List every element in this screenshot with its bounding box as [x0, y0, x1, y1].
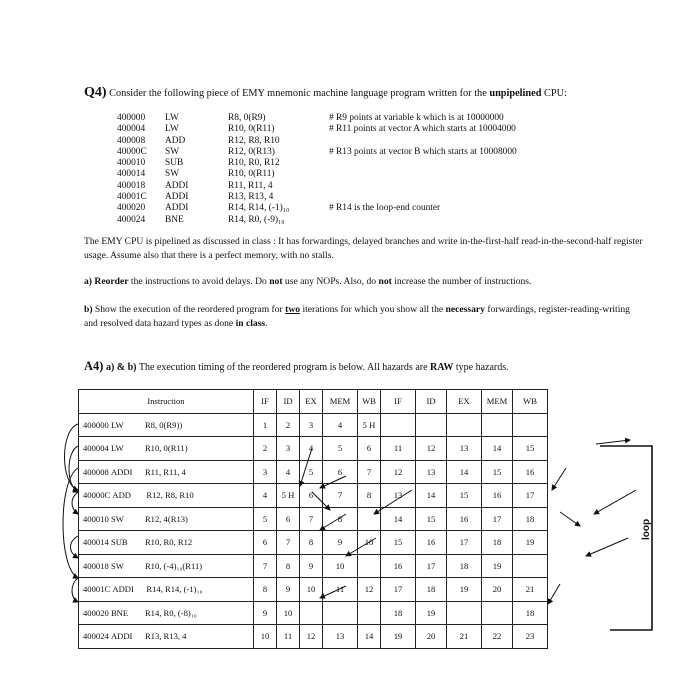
- part-a-t1: the instructions to avoid delays. Do: [128, 276, 270, 287]
- timing-cell: 14: [447, 460, 482, 484]
- timing-cell: 17: [447, 531, 482, 555]
- instruction-op: SUB: [110, 537, 128, 548]
- timing-cell: 10: [300, 578, 323, 602]
- timing-cell: 13: [447, 437, 482, 461]
- program-args: R13, R13, 4: [228, 192, 274, 203]
- instruction-addr: 400000: [83, 419, 109, 430]
- program-args: R11, R11, 4: [228, 180, 273, 191]
- instruction-addr: 400008: [83, 466, 109, 477]
- instruction-op: ADDI: [110, 466, 133, 477]
- table-row: [79, 625, 548, 649]
- timing-cell: 22: [482, 625, 513, 649]
- timing-cell: 14: [416, 484, 447, 508]
- instruction-cell: [79, 460, 254, 484]
- timing-cell: 18: [416, 578, 447, 602]
- table-row: [79, 578, 548, 602]
- instruction-args: R10, 0(R11): [144, 443, 188, 454]
- timing-cell: 23: [513, 625, 548, 649]
- program-op: SUB: [165, 158, 184, 169]
- table-header-cell: WB: [513, 390, 548, 414]
- dependency-arc: [71, 536, 79, 558]
- program-addr: 40001C: [117, 192, 147, 203]
- question-intro-post: CPU:: [541, 88, 567, 99]
- timing-cell: 4: [323, 413, 358, 437]
- instruction-addr: 40000C: [83, 490, 111, 501]
- timing-cell: 3: [277, 437, 300, 461]
- program-addr: 400020: [117, 203, 146, 214]
- table-row: [79, 531, 548, 555]
- program-op: LW: [165, 124, 179, 135]
- answer-text: The execution timing of the reordered program is below. All hazards are: [136, 362, 431, 373]
- timing-cell: [416, 413, 447, 437]
- timing-cell: 6: [358, 437, 381, 461]
- question-text: [84, 86, 644, 101]
- instruction-cell: [79, 437, 254, 461]
- timing-cell: 1: [254, 413, 277, 437]
- timing-table: [78, 389, 548, 649]
- timing-cell: 20: [416, 625, 447, 649]
- timing-cell: 15: [381, 531, 416, 555]
- table-header-cell: EX: [300, 390, 323, 414]
- timing-cell: 10: [277, 601, 300, 625]
- instruction-op: LW: [110, 419, 124, 430]
- program-args: R12, 0(R13): [228, 146, 275, 157]
- table-header-cell: WB: [358, 390, 381, 414]
- timing-cell: 16: [482, 484, 513, 508]
- timing-cell: 15: [447, 484, 482, 508]
- table-row: [79, 507, 548, 531]
- instruction-op: SW: [110, 513, 124, 524]
- timing-cell: 5 H: [358, 413, 381, 437]
- program-args: R10, 0(R11): [228, 169, 275, 180]
- program-addr: 400018: [117, 180, 146, 191]
- timing-cell: 8: [300, 531, 323, 555]
- timing-cell: 13: [323, 625, 358, 649]
- timing-cell: 10: [254, 625, 277, 649]
- timing-cell: 12: [381, 460, 416, 484]
- timing-cell: 7: [254, 554, 277, 578]
- timing-cell: 5: [323, 437, 358, 461]
- timing-cell: 18: [513, 507, 548, 531]
- instruction-addr: 400020: [83, 607, 109, 618]
- timing-cell: 9: [254, 601, 277, 625]
- program-op: BNE: [165, 214, 184, 225]
- timing-cell: 16: [447, 507, 482, 531]
- program-args: R12, R8, R10: [228, 135, 280, 146]
- dependency-arc: [69, 446, 78, 492]
- part-b-t3: forwardings, register-reading-writing and resolved data hazard types as done: [84, 304, 630, 329]
- instruction-addr: 40001C: [83, 584, 111, 595]
- timing-cell: 12: [300, 625, 323, 649]
- instruction-cell: [79, 578, 254, 602]
- instruction-cell: [79, 601, 254, 625]
- part-a-t2: use any NOPs. Also, do: [282, 276, 379, 287]
- table-header-cell: IF: [254, 390, 277, 414]
- instruction-op: ADDI: [110, 631, 133, 642]
- forward-arrow: [594, 490, 636, 514]
- instruction-addr: 400018: [83, 560, 109, 571]
- forward-arrow: [586, 538, 628, 556]
- table-row: [79, 437, 548, 461]
- timing-cell: 16: [513, 460, 548, 484]
- timing-cell: 19: [416, 601, 447, 625]
- instruction-op: SW: [110, 560, 124, 571]
- instruction-cell: [79, 531, 254, 555]
- instruction-args: R12, R8, R10: [146, 490, 194, 501]
- table-header-row: [79, 390, 548, 414]
- timing-cell: 10: [358, 531, 381, 555]
- timing-cell: 18: [513, 601, 548, 625]
- timing-cell: [513, 413, 548, 437]
- timing-cell: 8: [277, 554, 300, 578]
- timing-cell: 19: [482, 554, 513, 578]
- program-addr: 400024: [117, 214, 146, 225]
- timing-cell: 14: [482, 437, 513, 461]
- answer-header: [84, 360, 644, 375]
- forward-arrow: [560, 512, 580, 526]
- timing-cell: 19: [447, 578, 482, 602]
- program-addr: 400000: [117, 113, 146, 123]
- timing-cell: 17: [513, 484, 548, 508]
- part-a-b2: not: [269, 276, 283, 287]
- timing-cell: 6: [300, 484, 323, 508]
- instruction-cell: [79, 413, 254, 437]
- instruction-args: R10, R0, R12: [144, 537, 193, 548]
- timing-cell: 15: [482, 460, 513, 484]
- forward-arrow: [596, 440, 630, 444]
- dependency-arc: [65, 424, 79, 490]
- timing-cell: 7: [358, 460, 381, 484]
- program-addr: 400010: [117, 158, 146, 169]
- answer-bold: RAW: [430, 362, 454, 373]
- table-header-cell: ID: [277, 390, 300, 414]
- timing-cell: 18: [381, 601, 416, 625]
- loop-label: loop: [641, 518, 653, 541]
- timing-cell: 5 H: [277, 484, 300, 508]
- instruction-addr: 400024: [83, 631, 109, 642]
- timing-cell: 6: [254, 531, 277, 555]
- timing-cell: [482, 601, 513, 625]
- table-header-cell: MEM: [482, 390, 513, 414]
- timing-cell: 19: [381, 625, 416, 649]
- instruction-args: R12, 4(R13): [144, 513, 188, 524]
- timing-cell: 4: [254, 484, 277, 508]
- dependency-arc: [63, 468, 78, 578]
- table-row: [79, 601, 548, 625]
- timing-cell: [358, 507, 381, 531]
- table-row: [79, 413, 548, 437]
- timing-cell: 3: [254, 460, 277, 484]
- table-header-cell: Instruction: [79, 390, 254, 414]
- instruction-cell: [79, 484, 254, 508]
- timing-cell: 18: [482, 531, 513, 555]
- table-row: [79, 554, 548, 578]
- program-args: R10, 0(R11): [228, 124, 275, 135]
- timing-cell: 3: [300, 413, 323, 437]
- timing-cell: [447, 413, 482, 437]
- timing-cell: 12: [358, 578, 381, 602]
- part-b-t1: Show the execution of the reordered program for: [92, 304, 286, 315]
- program-op: ADD: [165, 135, 186, 146]
- program-addr: 400004: [117, 124, 146, 135]
- table-header-cell: MEM: [323, 390, 358, 414]
- instruction-args: R10, (-4)₁₀(R11): [144, 560, 203, 571]
- instruction-cell: [79, 507, 254, 531]
- timing-cell: 11: [277, 625, 300, 649]
- timing-cell: 13: [381, 484, 416, 508]
- timing-cell: 6: [277, 507, 300, 531]
- timing-cell: 17: [482, 507, 513, 531]
- program-op: ADDI: [165, 192, 189, 203]
- timing-cell: 9: [300, 554, 323, 578]
- program-comment: # R13 points at vector B which starts at 10008000: [329, 146, 517, 157]
- program-args: R10, R0, R12: [228, 158, 280, 169]
- table-body: [79, 413, 548, 648]
- timing-cell: 9: [277, 578, 300, 602]
- timing-cell: 4: [277, 460, 300, 484]
- timing-cell: 11: [323, 578, 358, 602]
- program-args: R14, R0, (-9)₁₀: [228, 214, 285, 225]
- timing-cell: 17: [416, 554, 447, 578]
- instruction-addr: 400004: [83, 443, 109, 454]
- timing-cell: 16: [381, 554, 416, 578]
- timing-cell: 2: [254, 437, 277, 461]
- program-addr: 400014: [117, 169, 146, 180]
- timing-cell: 18: [447, 554, 482, 578]
- timing-cell: 14: [358, 625, 381, 649]
- part-b-b1: necessary: [445, 304, 485, 315]
- timing-cell: 7: [300, 507, 323, 531]
- program-addr: 40000C: [117, 146, 147, 157]
- table-row: [79, 460, 548, 484]
- instruction-args: R13, R13, 4: [144, 631, 187, 642]
- instruction-cell: [79, 625, 254, 649]
- instruction-cell: [79, 554, 254, 578]
- timing-cell: [447, 601, 482, 625]
- question-number: Q4): [84, 85, 107, 100]
- part-a-b3: not: [378, 276, 392, 287]
- timing-cell: 14: [381, 507, 416, 531]
- timing-cell: 4: [300, 437, 323, 461]
- program-op: SW: [165, 169, 180, 180]
- program-op: ADDI: [165, 203, 189, 214]
- table-header-cell: ID: [416, 390, 447, 414]
- timing-cell: 20: [482, 578, 513, 602]
- part-a-t3: increase the number of instructions.: [391, 276, 532, 287]
- forward-arrow: [548, 584, 560, 604]
- timing-cell: 16: [416, 531, 447, 555]
- program-comment: # R14 is the loop-end counter: [329, 203, 441, 214]
- instruction-op: BNE: [110, 607, 129, 618]
- part-b-u1: two: [285, 304, 301, 315]
- program-op: LW: [165, 113, 179, 123]
- program-comment: # R11 points at vector A which starts at 10004000: [329, 124, 516, 135]
- answer-label: a) & b): [105, 362, 137, 373]
- program-comment: # R9 points at variable k which is at 10000000: [329, 113, 504, 123]
- answer-number: A4): [84, 359, 104, 373]
- part-b-label: b): [84, 304, 93, 315]
- instruction-args: R14, R14, (-1)₁₀: [146, 584, 203, 595]
- timing-cell: 21: [513, 578, 548, 602]
- timing-cell: [513, 554, 548, 578]
- part-a: [84, 275, 644, 289]
- instruction-args: R8, 0(R9)): [144, 419, 183, 430]
- timing-cell: 11: [381, 437, 416, 461]
- program-args: R14, R14, (-1)₁₀: [228, 203, 290, 214]
- part-a-b1: Reorder: [94, 276, 129, 287]
- part-b-t4: .: [265, 317, 268, 329]
- question-intro-pre: Consider the following piece of EMY mnemonic machine language program written for the: [106, 88, 490, 99]
- timing-cell: [482, 413, 513, 437]
- instruction-op: ADD: [112, 490, 131, 501]
- timing-cell: [300, 601, 323, 625]
- part-b-b2: in class: [235, 317, 266, 329]
- timing-cell: [358, 554, 381, 578]
- timing-cell: 8: [323, 507, 358, 531]
- timing-cell: 2: [277, 413, 300, 437]
- timing-cell: 5: [300, 460, 323, 484]
- timing-cell: 21: [447, 625, 482, 649]
- timing-cell: [323, 601, 358, 625]
- timing-cell: 6: [323, 460, 358, 484]
- timing-cell: 7: [277, 531, 300, 555]
- timing-cell: 8: [254, 578, 277, 602]
- program-addr: 400008: [117, 135, 146, 146]
- table-row: [79, 484, 548, 508]
- program-op: SW: [165, 146, 180, 157]
- timing-cell: 7: [323, 484, 358, 508]
- timing-cell: 5: [254, 507, 277, 531]
- timing-cell: 13: [416, 460, 447, 484]
- program-op: ADDI: [165, 180, 189, 191]
- cpu-description: The EMY CPU is pipelined as discussed in class : It has forwardings, delayed branches and write in-the-first-half read-in-the-second-half register usage. Assume also that there is a perfect memory, with no stalls.: [84, 236, 643, 261]
- timing-cell: 15: [416, 507, 447, 531]
- instruction-args: R11, R11, 4: [144, 466, 186, 477]
- timing-cell: [358, 601, 381, 625]
- timing-cell: 9: [323, 531, 358, 555]
- timing-cell: 17: [381, 578, 416, 602]
- part-b-t2: iterations for which you show all the: [300, 304, 446, 315]
- instruction-args: R14, R0, (-8)₁₀: [144, 607, 197, 618]
- timing-cell: 19: [513, 531, 548, 555]
- forward-arrow: [552, 468, 566, 490]
- question-intro-bold: unpipelined: [489, 88, 542, 99]
- timing-cell: 8: [358, 484, 381, 508]
- program-args: R8, 0(R9): [228, 113, 266, 123]
- table-header-cell: IF: [381, 390, 416, 414]
- timing-cell: [381, 413, 416, 437]
- instruction-op: LW: [110, 443, 124, 454]
- instruction-addr: 400010: [83, 513, 109, 524]
- timing-cell: 10: [323, 554, 358, 578]
- part-a-label: a): [84, 276, 92, 287]
- instruction-addr: 400014: [83, 537, 109, 548]
- timing-cell: 15: [513, 437, 548, 461]
- instruction-op: ADDI: [112, 584, 134, 595]
- answer-text2: type hazards.: [453, 362, 509, 373]
- timing-cell: 12: [416, 437, 447, 461]
- table-header-cell: EX: [447, 390, 482, 414]
- part-b: [84, 303, 644, 330]
